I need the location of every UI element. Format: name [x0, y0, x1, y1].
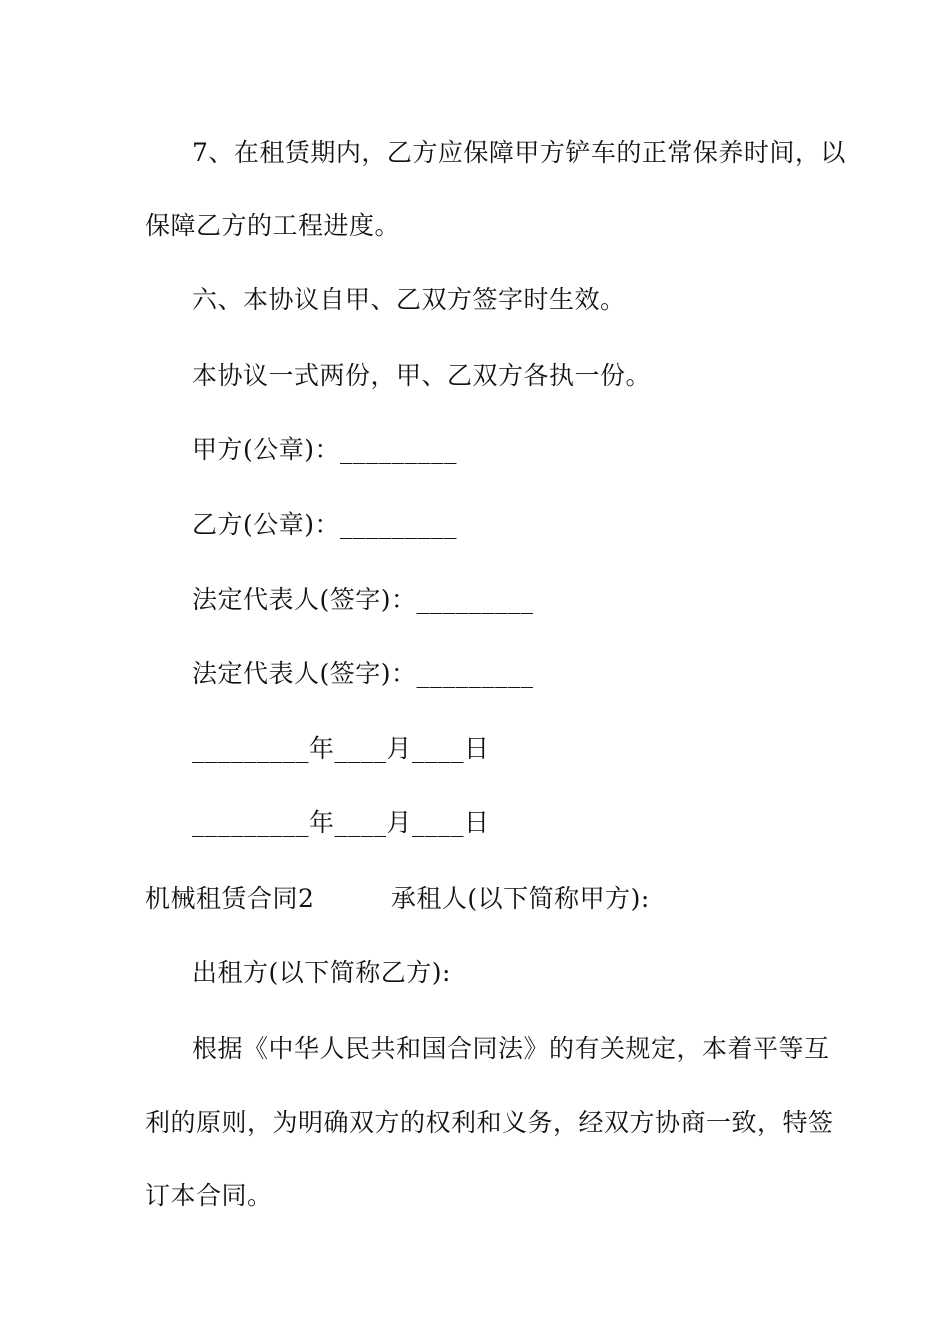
paragraph-clause-7-continued: 保障乙方的工程进度。 — [145, 211, 401, 240]
paragraph-preamble-end: 订本合同。 — [145, 1181, 273, 1210]
legal-rep-signature-line-b: 法定代表人(签字)：_________ — [192, 659, 534, 688]
party-a-seal-line: 甲方(公章)：_________ — [192, 435, 458, 464]
date-line-a: _________年____月____日 — [192, 734, 490, 763]
paragraph-preamble-continued: 利的原则，为明确双方的权利和义务，经双方协商一致，特签 — [145, 1108, 834, 1137]
contract-title-lessee: 机械租赁合同2 承租人(以下简称甲方): — [145, 884, 650, 913]
date-line-b: _________年____月____日 — [192, 808, 490, 837]
lessor-line: 出租方(以下简称乙方): — [192, 958, 451, 987]
party-b-seal-line: 乙方(公章)：_________ — [192, 510, 458, 539]
paragraph-copies: 本协议一式两份，甲、乙双方各执一份。 — [192, 361, 652, 390]
legal-rep-signature-line-a: 法定代表人(签字)：_________ — [192, 585, 534, 614]
paragraph-preamble: 根据《中华人民共和国合同法》的有关规定，本着平等互 — [192, 1034, 830, 1063]
paragraph-section-six: 六、本协议自甲、乙双方签字时生效。 — [192, 285, 626, 314]
paragraph-clause-7: 7、在租赁期内，乙方应保障甲方铲车的正常保养时间，以 — [192, 138, 846, 167]
